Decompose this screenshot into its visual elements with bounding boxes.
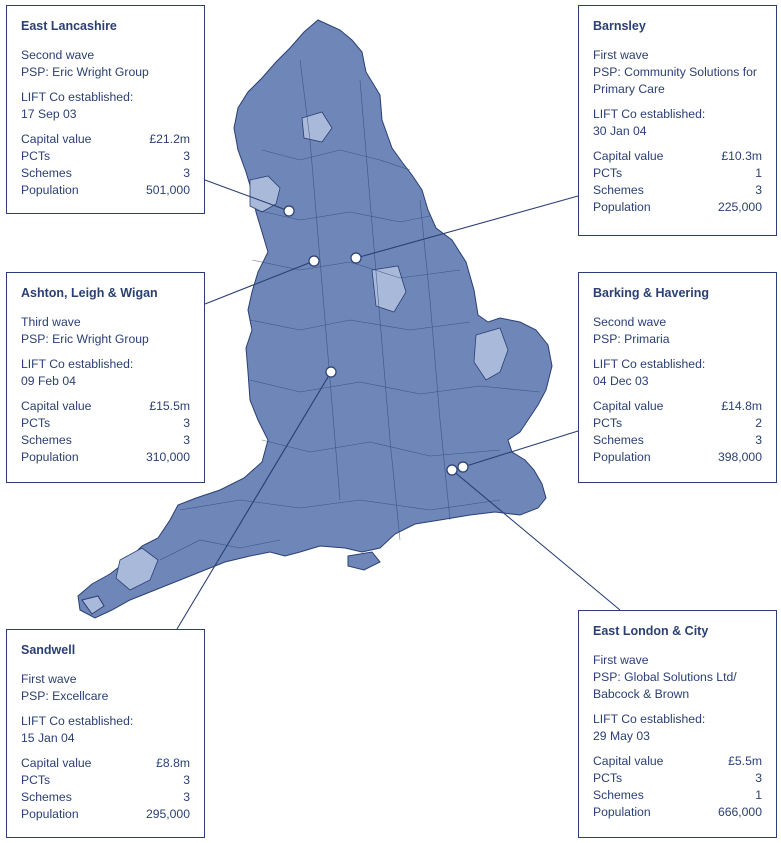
established-date: 29 May 03 (593, 729, 650, 743)
capital-row (593, 753, 762, 770)
schemes-value: 3 (183, 433, 190, 447)
schemes-value: 1 (755, 788, 762, 802)
site-psp: PSP: Eric Wright Group (21, 332, 149, 346)
population-label: Population (21, 183, 79, 197)
site-card-sandwell (6, 629, 205, 838)
site-card-ashton-leigh-wigan (6, 272, 205, 483)
site-card-barnsley (578, 5, 777, 236)
isle-of-wight (348, 552, 380, 570)
schemes-value: 3 (755, 183, 762, 197)
population-label: Population (21, 450, 79, 464)
pcts-row (593, 415, 762, 432)
schemes-row (21, 432, 190, 449)
established-date: 04 Dec 03 (593, 374, 649, 388)
schemes-label: Schemes (21, 166, 72, 180)
population-row (593, 804, 762, 821)
established-label: LIFT Co established: (593, 107, 706, 121)
capital-row (593, 148, 762, 165)
population-value: 295,000 (145, 807, 190, 821)
pcts-row (593, 770, 762, 787)
pcts-row (21, 415, 190, 432)
capital-label: Capital value (21, 132, 92, 146)
site-name: Ashton, Leigh & Wigan (21, 286, 158, 300)
marker-barking-havering (458, 462, 468, 472)
schemes-value: 3 (183, 166, 190, 180)
population-value: 501,000 (145, 183, 190, 197)
schemes-row (21, 789, 190, 806)
population-label: Population (593, 805, 651, 819)
site-psp: PSP: Global Solutions Ltd/ Babcock & Brown (593, 670, 737, 701)
schemes-row (593, 432, 762, 449)
population-value: 225,000 (717, 200, 762, 214)
site-wave: Second wave (593, 315, 667, 329)
population-row (21, 806, 190, 823)
schemes-label: Schemes (593, 183, 644, 197)
schemes-label: Schemes (593, 433, 644, 447)
site-psp: PSP: Primaria (593, 332, 670, 346)
site-wave: Second wave (21, 48, 95, 62)
population-row (593, 449, 762, 466)
population-row (21, 182, 190, 199)
site-name: Sandwell (21, 643, 76, 657)
site-name: East London & City (593, 624, 709, 638)
site-wave: First wave (593, 653, 649, 667)
marker-east-london-city (447, 465, 457, 475)
pcts-label: PCTs (593, 771, 623, 785)
schemes-label: Schemes (21, 433, 72, 447)
marker-barnsley (351, 253, 361, 263)
capital-label: Capital value (593, 399, 664, 413)
pcts-row (593, 165, 762, 182)
population-row (21, 449, 190, 466)
schemes-value: 3 (755, 433, 762, 447)
site-name: East Lancashire (21, 19, 117, 33)
site-card-east-lancashire (6, 5, 205, 214)
established-label: LIFT Co established: (21, 357, 134, 371)
established-date: 15 Jan 04 (21, 731, 75, 745)
established-date: 17 Sep 03 (21, 107, 77, 121)
established-label: LIFT Co established: (593, 712, 706, 726)
established-date: 30 Jan 04 (593, 124, 647, 138)
pcts-value: 3 (183, 773, 190, 787)
pcts-value: 3 (183, 149, 190, 163)
site-wave: Third wave (21, 315, 81, 329)
population-label: Population (593, 450, 651, 464)
pcts-row (21, 772, 190, 789)
established-label: LIFT Co established: (593, 357, 706, 371)
site-psp: PSP: Community Solutions for Primary Care (593, 65, 757, 96)
population-label: Population (593, 200, 651, 214)
capital-value: £21.2m (149, 132, 190, 146)
established-label: LIFT Co established: (21, 90, 134, 104)
population-value: 398,000 (717, 450, 762, 464)
population-value: 666,000 (717, 805, 762, 819)
capital-value: £10.3m (721, 149, 762, 163)
population-row (593, 199, 762, 216)
capital-label: Capital value (593, 754, 664, 768)
pcts-label: PCTs (21, 416, 51, 430)
site-wave: First wave (593, 48, 649, 62)
marker-ashton-leigh-wigan (309, 256, 319, 266)
site-card-barking-havering (578, 272, 777, 483)
capital-row (593, 398, 762, 415)
capital-row (21, 131, 190, 148)
site-name: Barnsley (593, 19, 646, 33)
schemes-label: Schemes (593, 788, 644, 802)
schemes-row (21, 165, 190, 182)
site-name: Barking & Havering (593, 286, 710, 300)
pcts-label: PCTs (593, 416, 623, 430)
schemes-label: Schemes (21, 790, 72, 804)
capital-value: £5.5m (728, 754, 762, 768)
capital-label: Capital value (21, 399, 92, 413)
capital-label: Capital value (21, 756, 92, 770)
pcts-label: PCTs (21, 149, 51, 163)
capital-label: Capital value (593, 149, 664, 163)
site-wave: First wave (21, 672, 77, 686)
capital-value: £15.5m (149, 399, 190, 413)
marker-east-lancashire (284, 206, 294, 216)
capital-value: £14.8m (721, 399, 762, 413)
schemes-value: 3 (183, 790, 190, 804)
site-card-east-london-city (578, 610, 777, 838)
established-label: LIFT Co established: (21, 714, 134, 728)
pcts-label: PCTs (593, 166, 623, 180)
pcts-label: PCTs (21, 773, 51, 787)
capital-row (21, 755, 190, 772)
site-psp: PSP: Excellcare (21, 689, 109, 703)
schemes-row (593, 182, 762, 199)
pcts-value: 1 (755, 166, 762, 180)
marker-sandwell (326, 367, 336, 377)
pcts-value: 2 (755, 416, 762, 430)
site-psp: PSP: Eric Wright Group (21, 65, 149, 79)
population-value: 310,000 (145, 450, 190, 464)
capital-value: £8.8m (156, 756, 190, 770)
pcts-row (21, 148, 190, 165)
population-label: Population (21, 807, 79, 821)
pcts-value: 3 (183, 416, 190, 430)
capital-row (21, 398, 190, 415)
pcts-value: 3 (755, 771, 762, 785)
schemes-row (593, 787, 762, 804)
established-date: 09 Feb 04 (21, 374, 76, 388)
